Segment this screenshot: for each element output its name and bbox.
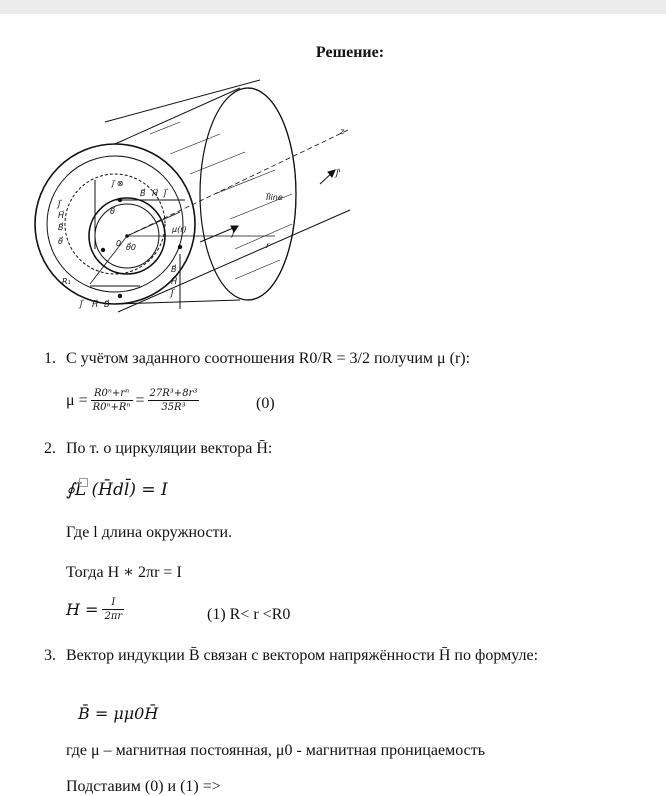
step1-eq-number: (0) xyxy=(256,395,275,412)
coaxial-cylinder-figure xyxy=(30,74,360,344)
fig-label-i-line: I⃗line xyxy=(266,193,283,202)
h-eq-number: (1) R< r <R0 xyxy=(207,606,291,623)
fig-label-b-right: B⃗ xyxy=(171,265,177,274)
mu-frac1-den: R0ⁿ+Rⁿ xyxy=(92,402,131,413)
top-bar xyxy=(0,0,666,14)
fig-label-j-top: J⃗ xyxy=(164,189,167,198)
fig-label-z: z xyxy=(340,127,345,136)
h-den: 2πr xyxy=(104,611,123,622)
fig-label-h-left: H⃗ xyxy=(58,211,65,220)
fig-label-theta-in: θ⃗ xyxy=(110,207,115,216)
fig-label-j-circle: j⃗ ⊗ xyxy=(112,179,124,188)
fig-label-j-bottom: J⃗ xyxy=(80,300,83,309)
step3-text: Вектор индукции B̄ связан с вектором напряжённости H̄ по формуле: xyxy=(66,647,539,664)
h-fraction xyxy=(102,596,124,623)
h-num: I xyxy=(102,596,124,610)
step2-text: По т. о циркуляции вектора H̄: xyxy=(66,440,273,457)
fig-label-b-bottom: B⃗ xyxy=(104,300,110,309)
b-formula: B̄ = μμ0H̄ xyxy=(78,704,159,723)
step3-where-text: где μ – магнитная постоянная, μ0 - магнитная проницаемость xyxy=(66,742,485,759)
then-text: Тогда H ∗ 2πr = I xyxy=(66,564,182,581)
fig-label-r1: R₁ xyxy=(62,277,71,286)
substitute-text: Подставим (0) и (1) => xyxy=(66,778,221,795)
page-title: Решение: xyxy=(315,44,385,61)
fig-label-b-top: B⃗ xyxy=(140,189,146,198)
fig-label-theta-left: θ⃗ xyxy=(58,237,63,246)
fig-label-j-left: J⃗ xyxy=(58,200,61,209)
circulation-text: ∮L (H̄dl̄) = I xyxy=(66,480,168,500)
fig-label-j-right: J⃗ xyxy=(171,289,174,298)
fig-label-j-prime: J⃗' xyxy=(336,169,341,178)
step1-number: 1. xyxy=(44,350,56,367)
step3-number: 3. xyxy=(44,647,56,664)
fig-label-h-right: H⃗ xyxy=(171,277,178,286)
mu-frac1-num: R0ⁿ+rⁿ xyxy=(91,387,133,401)
mu-eq: = xyxy=(135,391,145,409)
fig-label-j-mid: J⃗ xyxy=(232,229,235,238)
mu-frac2-num: 27R³+8r³ xyxy=(149,388,198,399)
where-text: Где l длина окружности. xyxy=(66,524,233,541)
step2-number: 2. xyxy=(44,440,56,457)
placeholder-box xyxy=(79,478,88,487)
h-lhs: H = xyxy=(66,600,99,619)
step1-text: С учётом заданного соотношения R0/R = 3/2 получим μ (r): xyxy=(66,350,471,367)
mu-lhs: μ = xyxy=(66,391,88,409)
mu-fraction-1 xyxy=(91,387,133,414)
fig-label-b-left: B⃗ xyxy=(58,223,64,232)
fig-label-r: r xyxy=(266,241,270,250)
fig-label-h-top: H⃗ xyxy=(152,189,159,198)
fig-label-o: 0 xyxy=(116,239,122,248)
mu-fraction-2 xyxy=(148,387,200,414)
fig-label-theta0: θ⃗0 xyxy=(126,243,136,252)
fig-label-h-bottom: H⃗ xyxy=(92,300,99,309)
mu-frac2-den: 35R³ xyxy=(161,402,186,413)
fig-label-mu-r: μ(r) xyxy=(172,225,187,234)
